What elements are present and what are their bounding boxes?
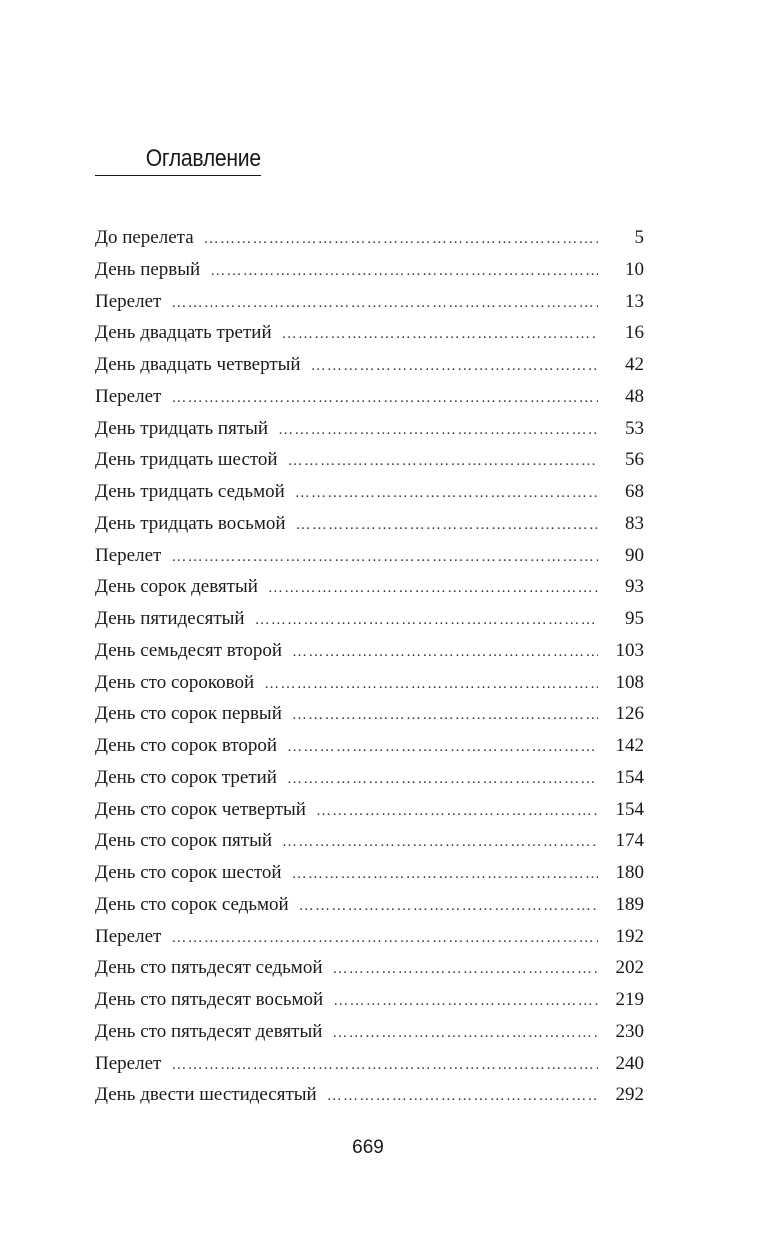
toc-entry-title: День семьдесят второй [95,639,283,661]
toc-entry-page: 192 [615,925,644,947]
toc-entry[interactable] [95,381,644,413]
toc-entry-page: 56 [625,449,644,471]
toc-entry[interactable] [95,222,644,254]
toc-entry[interactable] [95,254,644,286]
toc-entry-title: День тридцать седьмой [95,481,285,502]
toc-entry-title: День сто сорок третий [95,766,277,788]
toc-entry-title: День тридцать пятый [95,417,269,439]
toc-entry-title: День двести шестидесятый [95,1084,317,1106]
toc-entry[interactable] [95,1016,644,1048]
toc-entry-page: 142 [615,735,644,756]
toc-entry[interactable] [95,317,644,349]
toc-entry-page: 240 [615,1052,644,1074]
toc-entry[interactable] [95,444,644,476]
toc-entry-title: День сорок девятый [95,576,258,598]
dot-leader [171,542,598,574]
toc-entry[interactable] [95,1079,644,1111]
dot-leader [333,954,599,986]
toc-entry-page: 93 [625,576,644,598]
toc-entry[interactable] [95,794,644,826]
table-of-contents [95,222,644,1111]
toc-entry-title: Перелет [95,1052,162,1074]
toc-entry-page: 95 [625,608,644,629]
dot-leader [268,573,598,605]
toc-entry[interactable] [95,921,644,953]
toc-entry[interactable] [95,762,644,794]
toc-entry[interactable] [95,730,644,762]
toc-entry-title: День пятидесятый [95,608,245,629]
dot-leader [333,986,598,1018]
dot-leader [264,669,598,701]
dot-leader [171,288,598,320]
toc-entry[interactable] [95,1048,644,1080]
dot-leader [171,1050,598,1082]
toc-entry-page: 42 [625,354,644,375]
toc-entry-title: День двадцать третий [95,322,272,344]
toc-entry-title: День сто сорок пятый [95,830,273,852]
toc-entry-title: День сто сороковой [95,671,255,693]
toc-entry[interactable] [95,571,644,603]
dot-leader [292,859,598,891]
toc-entry-page: 53 [625,417,644,439]
page-number: 669 [352,1137,384,1158]
toc-entry-page: 126 [615,703,644,725]
dot-leader [282,827,598,859]
toc-entry-title: Перелет [95,290,162,312]
toc-entry-page: 90 [625,544,644,566]
toc-entry-title: День сто сорок шестой [95,862,282,883]
toc-entry-title: Перелет [95,544,162,566]
toc-entry[interactable] [95,349,644,381]
dot-leader [287,732,598,764]
dot-leader [171,383,598,415]
toc-entry-title: День первый [95,258,201,280]
toc-entry-title: День сто пятьдесят седьмой [95,957,323,979]
toc-entry-title: Перелет [95,385,162,407]
dot-leader [327,1081,598,1113]
toc-entry-page: 154 [615,766,644,788]
toc-entry-page: 16 [625,322,644,344]
toc-heading [95,144,261,176]
toc-entry-page: 108 [615,671,644,693]
toc-entry-page: 154 [615,798,644,820]
toc-entry-title: День сто сорок седьмой [95,893,289,915]
toc-entry[interactable] [95,540,644,572]
dot-leader [311,351,598,383]
toc-entry[interactable] [95,635,644,667]
toc-entry-page: 219 [615,989,644,1010]
dot-leader [288,446,598,478]
toc-entry[interactable] [95,476,644,508]
dot-leader [296,510,598,542]
dot-leader [282,319,598,351]
toc-entry[interactable] [95,825,644,857]
dot-leader [278,415,598,447]
toc-entry-page: 10 [625,258,644,280]
toc-entry[interactable] [95,857,644,889]
dot-leader [255,605,598,637]
toc-entry[interactable] [95,698,644,730]
toc-entry-title: Перелет [95,925,162,947]
toc-entry-page: 13 [625,290,644,312]
dot-leader [332,1018,598,1050]
page-title: Оглавление [145,145,261,172]
toc-entry-page: 5 [634,227,644,248]
toc-entry[interactable] [95,952,644,984]
toc-entry[interactable] [95,508,644,540]
toc-entry-title: День сто сорок первый [95,703,282,725]
dot-leader [292,700,598,732]
toc-entry-title: До перелета [95,227,194,248]
toc-entry[interactable] [95,413,644,445]
toc-entry-page: 189 [615,893,644,915]
toc-entry-title: День тридцать шестой [95,449,278,471]
toc-entry-page: 180 [615,862,644,883]
toc-entry-page: 103 [615,639,644,661]
dot-leader [299,891,598,923]
dot-leader [316,796,598,828]
dot-leader [210,256,598,288]
toc-entry-title: День тридцать восьмой [95,512,286,534]
toc-entry-page: 68 [625,481,644,502]
toc-entry-title: День сто пятьдесят девятый [95,1020,323,1042]
dot-leader [287,764,598,796]
toc-entry-page: 48 [625,385,644,407]
toc-entry[interactable] [95,889,644,921]
toc-entry-title: День сто сорок четвертый [95,798,306,820]
toc-entry[interactable] [95,286,644,318]
dot-leader [295,478,598,510]
toc-entry[interactable] [95,603,644,635]
toc-entry-page: 292 [615,1084,644,1106]
toc-entry[interactable] [95,667,644,699]
dot-leader [171,923,598,955]
toc-entry-title: День сто пятьдесят восьмой [95,989,324,1010]
dot-leader [292,637,598,669]
toc-entry-page: 174 [615,830,644,852]
toc-entry-page: 83 [625,512,644,534]
toc-entry-page: 230 [615,1020,644,1042]
toc-entry-page: 202 [615,957,644,979]
toc-entry[interactable] [95,984,644,1016]
toc-entry-title: День сто сорок второй [95,735,278,756]
dot-leader [204,224,598,256]
toc-entry-title: День двадцать четвертый [95,354,301,375]
